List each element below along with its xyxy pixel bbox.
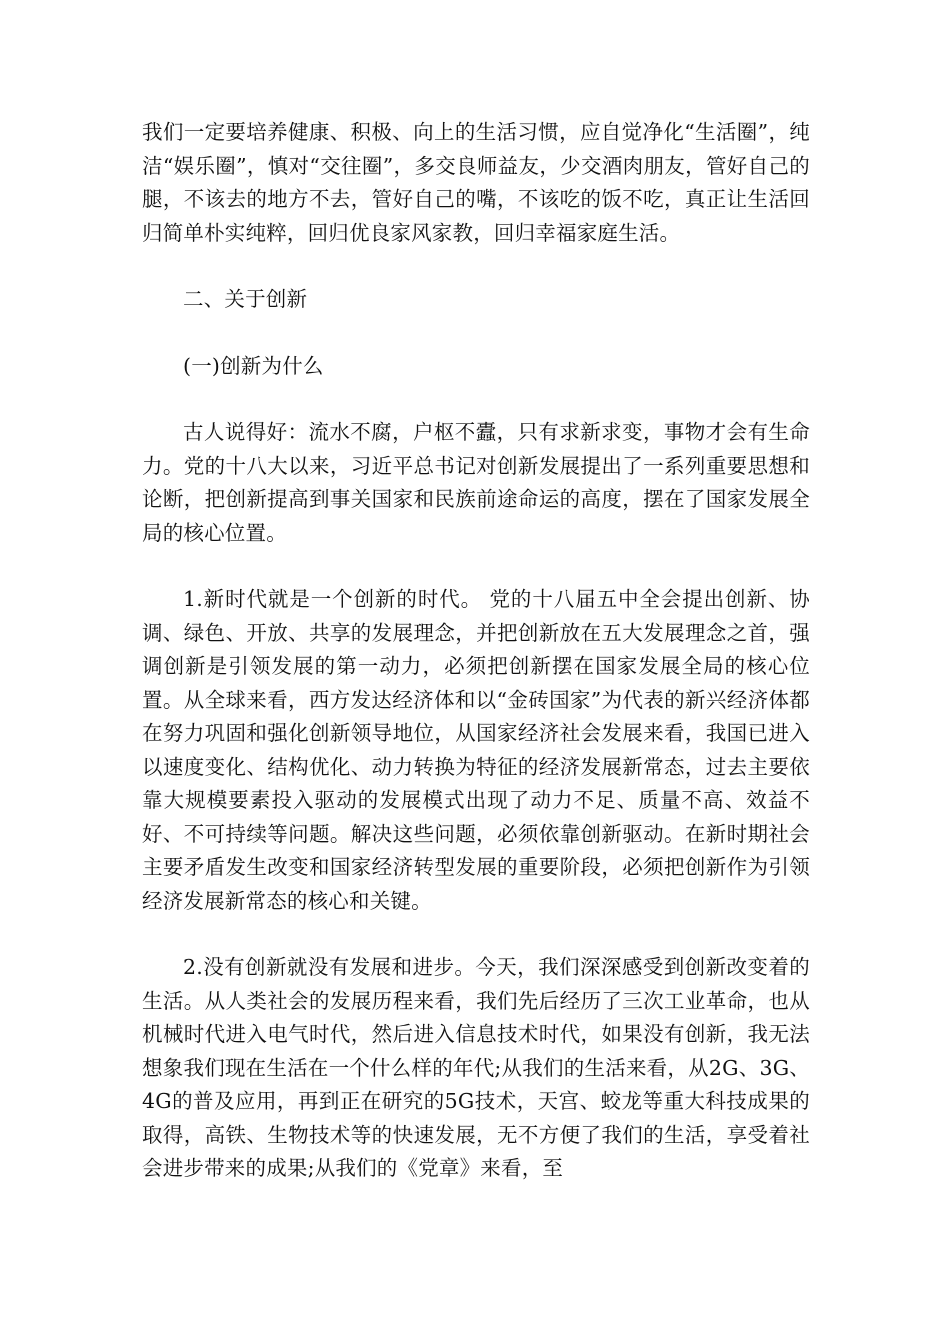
section-heading: 二、关于创新 [183, 287, 308, 311]
paragraph-no-innovation: 2.没有创新就没有发展和进步。今天，我们深深感受到创新改变着的生活。从人类社会的发展历程来看，我们先后经历了三次工业革命，也从机械时代进入电气时代，然后进入信息技术时代，如果没有创新，我无法想象我们现在生活在一个什么样的年代;从我们的生活来看，从2G、3G、4G的普及应用，再到正在研究的5G技术，天宫、蛟龙等重大科技成果的取得，高铁、生物技术等的快速发展，无不方便了我们的生活，享受着社会进步带来的成果;从我们的《党章》来看，至 [142, 955, 810, 1180]
document-body [142, 116, 810, 1219]
paragraph-ancient-saying: 古人说得好：流水不腐，户枢不蠹，只有求新求变，事物才会有生命力。党的十八大以来，习近平总书记对创新发展提出了一系列重要思想和论断，把创新提高到事关国家和民族前途命运的高度，摆在了国家发展全局的核心位置。 [142, 420, 810, 545]
paragraph-lifestyle: 我们一定要培养健康、积极、向上的生活习惯，应自觉净化“生活圈”，纯洁“娱乐圈”，慎对“交往圈”，多交良师益友，少交酒肉朋友，管好自己的腿，不该去的地方不去，管好自己的嘴，不该吃的饭不吃，真正让生活回归简单朴实纯粹，回归优良家风家教，回归幸福家庭生活。 [142, 120, 810, 245]
subsection-heading: (一)创新为什么 [183, 353, 324, 378]
paragraph-new-era: 1.新时代就是一个创新的时代。 党的十八届五中全会提出创新、协调、绿色、开放、共享的发展理念，并把创新放在五大发展理念之首，强调创新是引领发展的第一动力，必须把创新摆在国家发展全局的核心位置。从全球来看，西方发达经济体和以“金砖国家”为代表的新兴经济体都在努力巩固和强化创新领导地位，从国家经济社会发展来看，我国已进入以速度变化、结构优化、动力转换为特征的经济发展新常态，过去主要依靠大规模要素投入驱动的发展模式出现了动力不足、质量不高、效益不好、不可持续等问题。解决这些问题，必须依靠创新驱动。在新时期社会主要矛盾发生改变和国家经济转型发展的重要阶段，必须把创新作为引领经济发展新常态的核心和关键。 [142, 587, 810, 913]
